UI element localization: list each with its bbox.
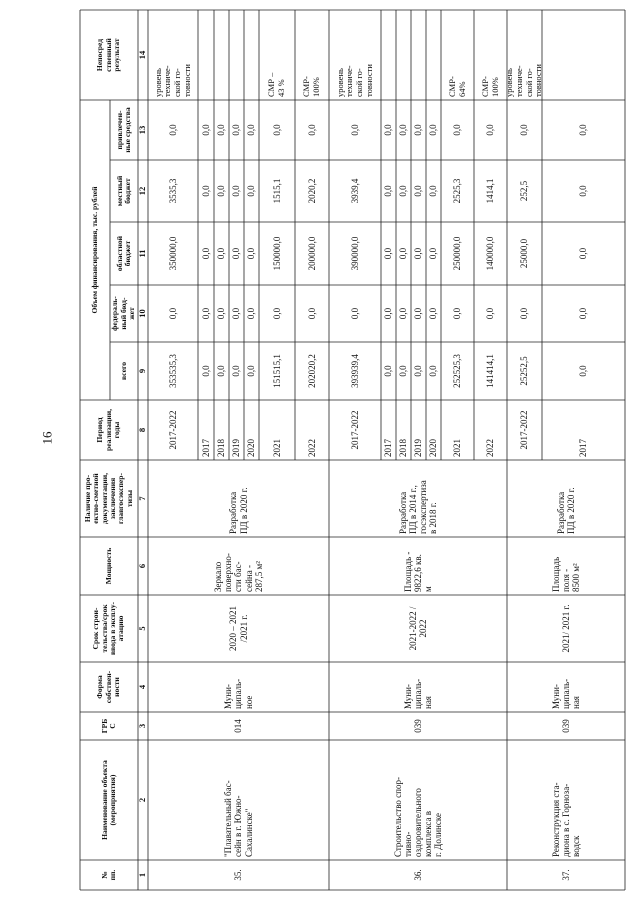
header-c5: Срок строи- тельства/срок ввода в эксплу- атацию	[91, 601, 126, 656]
period-cell: 2022	[306, 439, 317, 457]
federal-amount: 0,0	[349, 307, 360, 320]
grbs-code: 039	[560, 719, 571, 733]
federal-amount: 0,0	[271, 307, 282, 320]
total-amount: 252525,3	[452, 354, 463, 388]
total-amount: 25252,5	[519, 356, 530, 386]
column-number: 1	[137, 872, 148, 878]
column-number: 10	[137, 309, 148, 318]
federal-amount: 0,0	[452, 307, 463, 320]
total-amount: 0,0	[231, 365, 242, 377]
federal-amount: 0,0	[383, 307, 394, 320]
total-amount: 202020,2	[306, 354, 317, 388]
result-cell: СМР- 100%	[479, 76, 500, 97]
result-cell: СМР- 64%	[446, 76, 467, 97]
regional-amount: 250000,0	[452, 236, 463, 271]
page-number: 16	[39, 431, 55, 445]
local-amount: 2525,3	[452, 178, 463, 204]
grbs-code: 014	[233, 719, 244, 733]
column-number: 2	[137, 797, 148, 803]
regional-amount: 0,0	[413, 247, 424, 260]
total-amount: 151515,1	[271, 354, 282, 388]
header-c4: Форма собствен- ности	[95, 670, 122, 704]
federal-amount: 0,0	[578, 307, 589, 320]
result-cell	[426, 10, 441, 100]
regional-amount: 150000,0	[271, 236, 282, 271]
attracted-amount: 0,0	[231, 124, 242, 136]
header-c7: Наличие про- ектно-сметной документации, заключения главгосэкспер- тизы	[82, 472, 134, 525]
period-cell: 2020	[246, 439, 257, 457]
attracted-amount: 0,0	[271, 124, 282, 136]
header-c13: привлечен- ные средства	[114, 107, 132, 153]
project-number: 35.	[233, 869, 244, 881]
regional-amount: 0,0	[578, 247, 589, 260]
local-amount: 0,0	[200, 185, 211, 197]
project-number: 36.	[412, 869, 423, 881]
attracted-amount: 0,0	[578, 124, 589, 136]
attracted-amount: 0,0	[428, 124, 439, 136]
total-amount: 0,0	[383, 365, 394, 377]
period-cell: 2017-2022	[167, 410, 178, 450]
period-cell: 2017	[578, 439, 589, 457]
attracted-amount: 0,0	[200, 124, 211, 136]
attracted-amount: 0,0	[485, 124, 496, 136]
header-c2: Наименование объекта (мероприятия)	[99, 760, 117, 840]
financing-table	[80, 10, 625, 890]
local-amount: 1515,1	[271, 178, 282, 204]
regional-amount: 0,0	[200, 247, 211, 260]
federal-amount: 0,0	[231, 307, 242, 320]
header-c1: № пп.	[99, 869, 117, 881]
header-financing: Объем финансирования, тыс. рублей	[89, 186, 99, 314]
period-cell: 2019	[413, 439, 424, 457]
total-amount: 0,0	[428, 365, 439, 377]
column-number: 8	[137, 427, 148, 433]
ownership-form: Муни- ципаль- ная	[402, 678, 434, 709]
federal-amount: 0,0	[306, 307, 317, 320]
period-cell: 2021	[452, 439, 463, 457]
header-c11: областной бюджет	[114, 235, 132, 272]
grbs-code: 039	[412, 719, 423, 733]
attracted-amount: 0,0	[306, 124, 317, 136]
federal-amount: 0,0	[485, 307, 496, 320]
header-c8: Период реализации, годы	[95, 409, 122, 451]
local-amount: 1414,1	[485, 178, 496, 204]
capacity: Зеркало поверхно- сти бас- сейна - 287,5 м²	[213, 553, 264, 592]
federal-amount: 0,0	[398, 307, 409, 320]
ownership-form: Муни- ципаль- ное	[223, 678, 254, 709]
design-docs-status: Разработка ПД в 2014 г., госэкспертиза в 2018 г.	[397, 480, 439, 534]
federal-amount: 0,0	[200, 307, 211, 320]
regional-amount: 0,0	[246, 247, 257, 260]
project-name: "Плавательный бас- сейн в г. Южно- Сахалинске"	[223, 780, 254, 857]
result-cell: уровень техниче- ской го- товности	[334, 64, 374, 97]
attracted-amount: 0,0	[452, 124, 463, 136]
local-amount: 0,0	[231, 185, 242, 197]
construction-term: 2021/ 2021 г.	[560, 604, 571, 653]
period-cell: 2017-2022	[349, 410, 360, 450]
regional-amount: 0,0	[428, 247, 439, 260]
header-c14: Непосред ственный результат	[95, 38, 122, 72]
attracted-amount: 0,0	[167, 124, 178, 136]
federal-amount: 0,0	[216, 307, 227, 320]
column-number: 6	[137, 563, 148, 569]
design-docs-status: Разработка ПД в 2020 г.	[555, 487, 576, 534]
capacity: Площадь - 9822,6 кв. м	[402, 551, 434, 592]
attracted-amount: 0,0	[383, 124, 394, 136]
period-cell: 2017-2022	[519, 410, 530, 450]
result-cell	[542, 10, 625, 100]
total-amount: 353535,3	[167, 354, 178, 388]
result-cell	[198, 10, 214, 100]
construction-term: 2021-2022 / 2022	[407, 606, 428, 651]
regional-amount: 390000,0	[349, 236, 360, 271]
project-name: Строительство спор- тивно- оздоровительного комплекса в г. Долинске	[392, 777, 444, 857]
capacity: Площадь поля - 8500 м²	[550, 556, 582, 592]
federal-amount: 0,0	[519, 307, 530, 320]
local-amount: 0,0	[246, 185, 257, 197]
regional-amount: 0,0	[216, 247, 227, 260]
header-c12: местный бюджет	[114, 175, 132, 207]
local-amount: 0,0	[398, 185, 409, 197]
regional-amount: 140000,0	[485, 236, 496, 271]
project-number: 37.	[560, 869, 571, 881]
total-amount: 0,0	[200, 365, 211, 377]
local-amount: 252,5	[519, 180, 530, 202]
result-cell	[396, 10, 411, 100]
column-number: 4	[137, 684, 148, 690]
regional-amount: 0,0	[398, 247, 409, 260]
local-amount: 0,0	[383, 185, 394, 197]
regional-amount: 200000,0	[306, 236, 317, 271]
result-cell: уровень техниче- ской го- товности	[152, 64, 192, 97]
attracted-amount: 0,0	[398, 124, 409, 136]
header-c9: всего	[118, 361, 128, 381]
result-cell	[381, 10, 396, 100]
federal-amount: 0,0	[246, 307, 257, 320]
period-cell: 2020	[428, 439, 439, 457]
period-cell: 2019	[231, 439, 242, 457]
result-cell: уровень техниче- ской го- товности	[504, 64, 544, 97]
local-amount: 0,0	[216, 185, 227, 197]
column-number: 12	[137, 186, 148, 196]
attracted-amount: 0,0	[246, 124, 257, 136]
local-amount: 3939,4	[349, 178, 360, 204]
column-number: 13	[137, 125, 148, 135]
total-amount: 0,0	[216, 365, 227, 377]
total-amount: 393939,4	[349, 354, 360, 388]
federal-amount: 0,0	[413, 307, 424, 320]
federal-amount: 0,0	[428, 307, 439, 320]
total-amount: 0,0	[246, 365, 257, 377]
ownership-form: Муни- ципаль- ная	[550, 678, 582, 709]
rotated-table	[80, 10, 625, 890]
local-amount: 3535,3	[167, 178, 178, 204]
result-cell	[214, 10, 229, 100]
project-name: Реконструкция ста- диона в с. Горноза- водск	[550, 782, 582, 857]
regional-amount: 0,0	[383, 247, 394, 260]
construction-term: 2020 – 2021 /2021 г.	[228, 606, 249, 651]
column-number: 11	[137, 249, 148, 258]
total-amount: 0,0	[413, 365, 424, 377]
attracted-amount: 0,0	[349, 124, 360, 136]
period-cell: 2018	[398, 439, 409, 457]
period-cell: 2021	[271, 439, 282, 457]
result-cell	[244, 10, 259, 100]
regional-amount: 25000,0	[519, 238, 530, 269]
column-number: 7	[137, 496, 148, 501]
period-cell: 2022	[485, 439, 496, 457]
total-amount: 0,0	[398, 365, 409, 377]
local-amount: 0,0	[578, 185, 589, 197]
total-amount: 0,0	[578, 365, 589, 377]
period-cell: 2017	[200, 439, 211, 457]
design-docs-status: Разработка ПД в 2020 г.	[228, 487, 249, 534]
result-cell	[411, 10, 426, 100]
column-number: 9	[137, 368, 148, 374]
attracted-amount: 0,0	[413, 124, 424, 136]
result-cell: СМР- 100%	[301, 76, 321, 97]
header-c10: федераль- ный бюд- жет	[110, 296, 137, 331]
local-amount: 2020,2	[306, 178, 317, 204]
column-number: 5	[137, 626, 148, 631]
result-cell: СМР – 43 %	[266, 72, 286, 97]
regional-amount: 0,0	[231, 247, 242, 260]
federal-amount: 0,0	[167, 307, 178, 320]
column-number: 3	[137, 723, 148, 729]
period-cell: 2018	[216, 439, 227, 457]
header-c6: Мощность	[103, 547, 113, 585]
column-number: 14	[137, 50, 148, 60]
period-cell: 2017	[383, 439, 394, 457]
local-amount: 0,0	[413, 185, 424, 197]
attracted-amount: 0,0	[216, 124, 227, 136]
local-amount: 0,0	[428, 185, 439, 197]
result-cell	[229, 10, 244, 100]
total-amount: 141414,1	[485, 354, 496, 388]
header-c3: ГРБ С	[99, 718, 117, 734]
regional-amount: 350000,0	[167, 236, 178, 271]
attracted-amount: 0,0	[519, 124, 530, 136]
